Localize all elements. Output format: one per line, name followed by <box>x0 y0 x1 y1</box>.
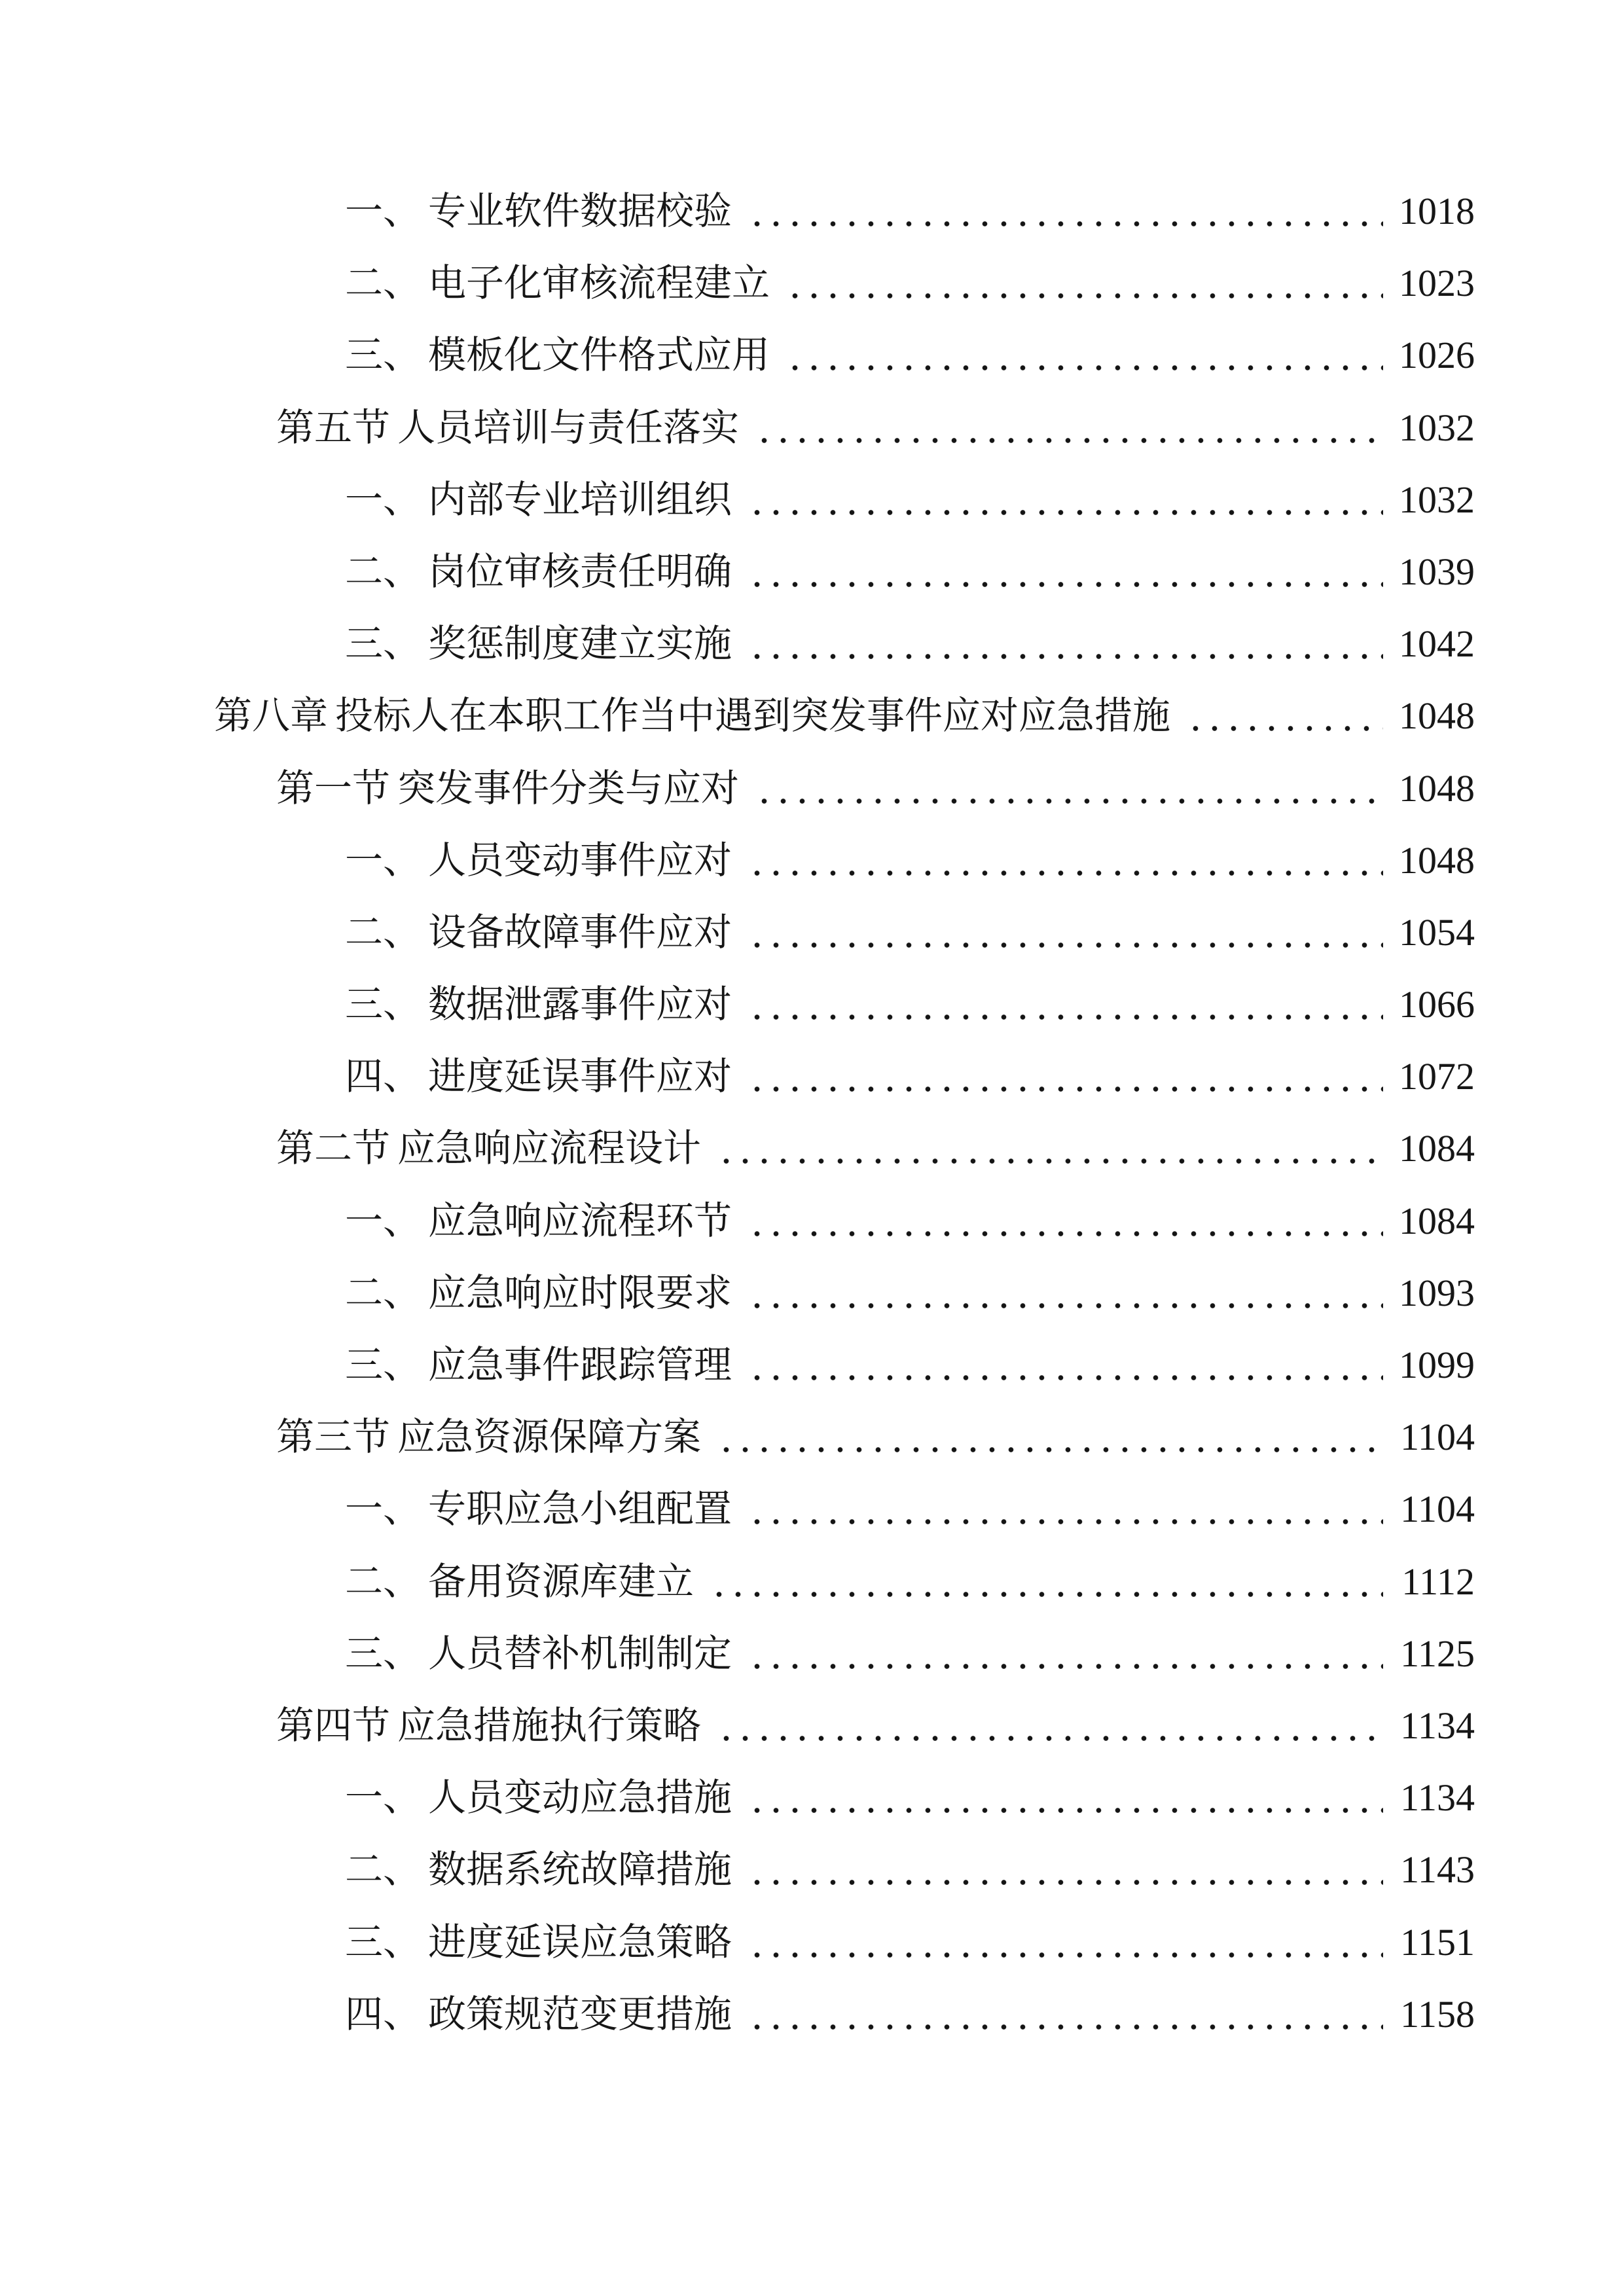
entry-title: 电子化审核流程建立 <box>428 262 770 305</box>
dot-leader <box>1181 724 1383 733</box>
page-number: 1026 <box>1399 334 1475 377</box>
entry-title: 应急响应时限要求 <box>428 1271 732 1314</box>
page-number: 1125 <box>1400 1632 1475 1675</box>
page-number: 1032 <box>1399 406 1475 449</box>
dot-leader <box>742 652 1383 661</box>
entry-title: 应急资源保障方案 <box>397 1416 702 1459</box>
entry-title: 政策规范变更措施 <box>428 1992 732 2036</box>
dot-leader <box>742 1950 1383 1960</box>
toc-entry <box>0 1257 1475 1329</box>
toc-entry <box>0 247 1475 319</box>
entry-number-label: 四、 <box>345 1055 422 1098</box>
toc-entry <box>0 536 1475 608</box>
entry-number-label: 二、 <box>345 1271 422 1314</box>
dot-leader <box>712 1445 1383 1454</box>
dot-leader <box>742 1301 1383 1310</box>
dot-leader <box>742 1806 1383 1815</box>
entry-title: 模板化文件格式应用 <box>428 334 770 377</box>
dot-leader <box>742 219 1383 228</box>
entry-number-label: 三、 <box>345 1344 422 1386</box>
toc-entry <box>0 1401 1475 1473</box>
dot-leader <box>742 1878 1383 1887</box>
entry-title: 岗位审核责任明确 <box>428 550 732 593</box>
entry-title: 进度延误事件应对 <box>428 1055 732 1098</box>
entry-title: 应急响应流程设计 <box>397 1127 702 1170</box>
dot-leader <box>742 1013 1383 1022</box>
page-number: 1048 <box>1399 694 1475 738</box>
toc-entry <box>0 1041 1475 1113</box>
page-number: 1084 <box>1399 1199 1475 1242</box>
page-number: 1048 <box>1399 838 1475 882</box>
toc-entry <box>0 1907 1475 1979</box>
toc-entry <box>0 1329 1475 1401</box>
toc-entry <box>0 1113 1475 1185</box>
page-number: 1066 <box>1399 983 1475 1026</box>
page-number: 1018 <box>1399 190 1475 232</box>
page-number: 1072 <box>1399 1055 1475 1098</box>
dot-leader <box>742 2022 1383 2032</box>
entry-number-label: 四、 <box>345 1992 422 2036</box>
dot-leader <box>742 1662 1383 1671</box>
page-number: 1143 <box>1400 1848 1475 1892</box>
table-of-contents <box>0 175 1475 2051</box>
dot-leader <box>742 1229 1383 1238</box>
toc-entry <box>0 464 1475 536</box>
toc-entry <box>0 175 1475 247</box>
entry-number-label: 一、 <box>345 1199 422 1242</box>
entry-number-label: 第三节 <box>276 1416 391 1459</box>
entry-title: 数据系统故障措施 <box>428 1848 732 1892</box>
entry-title: 人员变动事件应对 <box>428 838 732 882</box>
dot-leader <box>742 941 1383 950</box>
toc-entry <box>0 1690 1475 1762</box>
entry-title: 人员替补机制制定 <box>428 1632 732 1675</box>
toc-entry <box>0 753 1475 825</box>
dot-leader <box>742 1373 1383 1382</box>
entry-number-label: 三、 <box>345 622 422 666</box>
page-number: 1151 <box>1400 1920 1475 1964</box>
toc-entry <box>0 608 1475 680</box>
toc-entry <box>0 392 1475 464</box>
page-number: 1023 <box>1399 262 1475 305</box>
toc-entry <box>0 825 1475 897</box>
toc-entry <box>0 897 1475 969</box>
entry-number-label: 三、 <box>345 1920 422 1964</box>
dot-leader <box>749 436 1383 445</box>
page-number: 1099 <box>1399 1344 1475 1386</box>
page-number: 1039 <box>1399 550 1475 593</box>
entry-number-label: 一、 <box>345 1776 422 1820</box>
page-number: 1104 <box>1400 1416 1475 1459</box>
entry-number-label: 第二节 <box>276 1127 391 1170</box>
page-number: 1054 <box>1399 910 1475 954</box>
entry-number-label: 一、 <box>345 478 422 521</box>
entry-number-label: 第五节 <box>276 406 391 449</box>
dot-leader <box>749 797 1383 806</box>
dot-leader <box>742 508 1383 517</box>
page-number: 1134 <box>1400 1704 1475 1747</box>
entry-title: 专业软件数据校验 <box>428 190 732 232</box>
dot-leader <box>742 1085 1383 1094</box>
entry-number-label: 一、 <box>345 838 422 882</box>
page-number: 1112 <box>1401 1560 1475 1603</box>
entry-number-label: 第一节 <box>276 766 391 810</box>
entry-number-label: 第四节 <box>276 1704 391 1747</box>
dot-leader <box>742 1517 1383 1526</box>
toc-entry <box>0 1185 1475 1257</box>
dot-leader <box>780 291 1383 300</box>
entry-title: 应急响应流程环节 <box>428 1199 732 1242</box>
entry-number-label: 三、 <box>345 1632 422 1675</box>
entry-title: 投标人在本职工作当中遇到突发事件应对应急措施 <box>335 694 1171 738</box>
toc-entry <box>0 1834 1475 1906</box>
entry-title: 应急措施执行策略 <box>397 1704 702 1747</box>
entry-title: 内部专业培训组织 <box>428 478 732 521</box>
entry-number-label: 三、 <box>345 334 422 377</box>
toc-entry <box>0 680 1475 752</box>
toc-entry <box>0 1762 1475 1834</box>
entry-number-label: 一、 <box>345 1488 422 1531</box>
entry-title: 人员培训与责任落实 <box>397 406 740 449</box>
entry-number-label: 二、 <box>345 910 422 954</box>
entry-number-label: 二、 <box>345 262 422 305</box>
entry-title: 数据泄露事件应对 <box>428 983 732 1026</box>
dot-leader <box>780 363 1383 372</box>
page-number: 1032 <box>1399 478 1475 521</box>
entry-title: 奖惩制度建立实施 <box>428 622 732 666</box>
entry-number-label: 二、 <box>345 1848 422 1892</box>
entry-title: 专职应急小组配置 <box>428 1488 732 1531</box>
entry-title: 突发事件分类与应对 <box>397 766 740 810</box>
page-number: 1104 <box>1400 1488 1475 1531</box>
entry-number-label: 二、 <box>345 1560 422 1603</box>
entry-title: 备用资源库建立 <box>428 1560 695 1603</box>
toc-entry <box>0 1979 1475 2051</box>
entry-number-label: 三、 <box>345 983 422 1026</box>
page-number: 1084 <box>1399 1127 1475 1170</box>
toc-entry <box>0 1618 1475 1690</box>
entry-title: 进度延误应急策略 <box>428 1920 732 1964</box>
entry-number-label: 二、 <box>345 550 422 593</box>
dot-leader <box>712 1157 1383 1166</box>
entry-number-label: 一、 <box>345 190 422 232</box>
toc-entry <box>0 969 1475 1041</box>
entry-title: 人员变动应急措施 <box>428 1776 732 1820</box>
entry-title: 设备故障事件应对 <box>428 910 732 954</box>
entry-title: 应急事件跟踪管理 <box>428 1344 732 1386</box>
page-number: 1093 <box>1399 1271 1475 1314</box>
dot-leader <box>742 580 1383 589</box>
page-number: 1048 <box>1399 766 1475 810</box>
page-number: 1158 <box>1400 1992 1475 2036</box>
entry-number-label: 第八章 <box>214 694 329 738</box>
dot-leader <box>704 1590 1383 1599</box>
dot-leader <box>712 1734 1383 1743</box>
page-number: 1042 <box>1399 622 1475 666</box>
toc-entry <box>0 1546 1475 1618</box>
toc-entry <box>0 319 1475 391</box>
dot-leader <box>742 869 1383 878</box>
toc-entry <box>0 1473 1475 1545</box>
page-number: 1134 <box>1400 1776 1475 1820</box>
